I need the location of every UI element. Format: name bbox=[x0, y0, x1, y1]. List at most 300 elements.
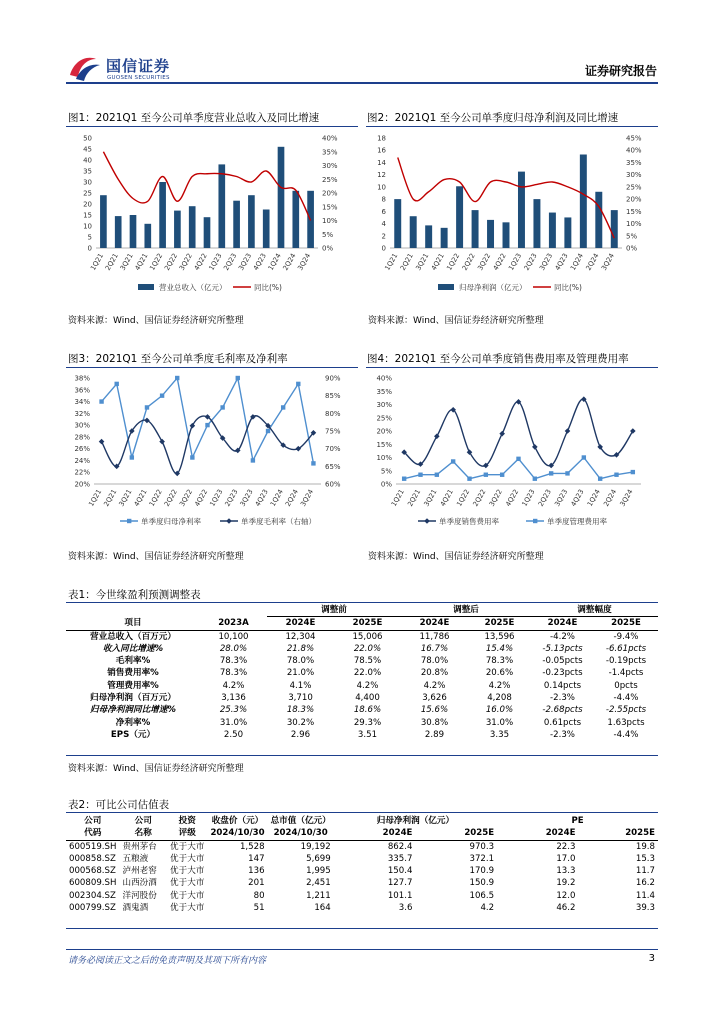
y-tick-label-left: 20% bbox=[74, 480, 90, 489]
point bbox=[145, 405, 149, 409]
table-cell: 150.4 bbox=[387, 866, 413, 877]
x-tick-label: 1Q24 bbox=[585, 488, 602, 508]
table2-header-cell: 评级 bbox=[178, 828, 196, 839]
x-tick-label: 3Q23 bbox=[237, 252, 254, 272]
guosen-logo-icon bbox=[66, 53, 102, 83]
point bbox=[435, 473, 439, 477]
bar bbox=[533, 199, 540, 248]
bar bbox=[248, 195, 255, 248]
brand-name: 国信证券 bbox=[106, 57, 171, 75]
point bbox=[251, 458, 255, 462]
table-cell: 372.1 bbox=[469, 853, 495, 864]
th-price-1: 收盘价（元） bbox=[211, 816, 264, 826]
footer-disclaimer: 请务必阅读正文之后的免责声明及其项下所有内容 bbox=[68, 956, 267, 966]
table2-header-cell: 2025E bbox=[625, 828, 655, 839]
bar bbox=[503, 222, 510, 248]
table-cell: 150.9 bbox=[469, 878, 495, 889]
point bbox=[565, 428, 571, 434]
y-tick-label-right: 0% bbox=[322, 244, 334, 253]
table-cell: 19.2 bbox=[556, 878, 576, 889]
y-tick-label-left: 12 bbox=[377, 171, 386, 180]
table-cell: 16.0% bbox=[485, 705, 514, 716]
table-cell: 16.7% bbox=[420, 643, 449, 654]
point bbox=[631, 470, 635, 474]
table-cell: 3.35 bbox=[489, 729, 510, 740]
y-tick-label-left: 25 bbox=[83, 189, 92, 198]
y-tick-label-right: 15% bbox=[322, 203, 338, 212]
x-tick-label: 2Q22 bbox=[471, 488, 488, 508]
x-tick-label: 1Q23 bbox=[208, 488, 225, 508]
table-cell: -9.4% bbox=[613, 631, 639, 642]
table-cell: 164 bbox=[314, 903, 331, 914]
fig4-title: 图4：2021Q1 至今公司单季度销售费用率及管理费用率 bbox=[367, 353, 629, 365]
table2-header-cell: 2024/10/30 bbox=[273, 828, 328, 839]
point bbox=[467, 477, 471, 481]
bar bbox=[425, 225, 432, 248]
y-tick-label-right: 10% bbox=[626, 220, 642, 229]
row-label: 归母净利润（百万元） bbox=[90, 693, 176, 704]
table-cell: 11.7 bbox=[635, 866, 655, 877]
table-cell: 1,211 bbox=[306, 890, 331, 901]
y-tick-label-right: 0% bbox=[626, 244, 638, 253]
table-cell: 39.3 bbox=[635, 903, 655, 914]
y-tick-label-right: 15% bbox=[626, 207, 642, 216]
table-cell: 优于大市 bbox=[170, 866, 205, 877]
th-mcap-1: 总市值（亿元） bbox=[270, 816, 331, 826]
table-cell: 3.6 bbox=[398, 903, 413, 914]
y-tick-label-right: 35% bbox=[626, 158, 642, 167]
x-tick-label: 1Q23 bbox=[507, 252, 524, 272]
bar bbox=[278, 147, 285, 248]
th-code-1: 公司 bbox=[84, 816, 102, 826]
y-tick-label-left: 4 bbox=[381, 220, 386, 229]
table1 bbox=[66, 604, 658, 741]
x-tick-label: 3Q22 bbox=[487, 488, 504, 508]
y-tick-label-left: 10 bbox=[83, 222, 92, 231]
table-cell: 优于大市 bbox=[170, 903, 205, 914]
table2-header-row-1 bbox=[66, 815, 658, 827]
row-label: 管理费用率% bbox=[107, 680, 159, 691]
table-cell: 20.8% bbox=[420, 668, 449, 679]
table-cell: -0.19pcts bbox=[605, 656, 647, 667]
table2-header-cell: 2024E bbox=[382, 828, 413, 839]
table-cell: 21.8% bbox=[286, 643, 315, 654]
table1-source: 资料来源：Wind、国信证券经济研究所整理 bbox=[68, 764, 244, 774]
table-cell: 3,136 bbox=[221, 693, 246, 704]
table-cell: 5,699 bbox=[306, 853, 331, 864]
legend-label: 归母净利润（亿元） bbox=[459, 283, 527, 292]
table-cell: -4.4% bbox=[613, 729, 639, 740]
table-cell: 21.0% bbox=[286, 668, 315, 679]
table-cell: 30.8% bbox=[420, 717, 449, 728]
point bbox=[598, 477, 602, 481]
x-tick-label: 1Q21 bbox=[389, 488, 406, 508]
table-cell: -1.4pcts bbox=[608, 668, 644, 679]
bar bbox=[174, 211, 181, 248]
table-cell: 洋河股份 bbox=[122, 890, 157, 901]
table-cell: -0.23pcts bbox=[542, 668, 583, 679]
point bbox=[220, 405, 224, 409]
y-tick-label-left: 25% bbox=[376, 414, 392, 423]
legend-marker bbox=[533, 519, 537, 523]
group-after: 调整后 bbox=[401, 604, 531, 617]
y-tick-label-left: 22% bbox=[74, 468, 90, 477]
fig1-source: 资料来源：Wind、国信证券经济研究所整理 bbox=[68, 316, 244, 326]
row-label: 归母净利润同比增速% bbox=[90, 705, 176, 716]
table-cell: -4.2% bbox=[550, 631, 575, 642]
table-cell: -2.68pcts bbox=[542, 705, 583, 716]
table-cell: -2.3% bbox=[550, 693, 575, 704]
x-tick-label: 2Q22 bbox=[162, 488, 179, 508]
logo bbox=[66, 53, 196, 85]
group-before: 调整前 bbox=[267, 604, 401, 617]
table-cell: 1,528 bbox=[239, 841, 265, 852]
table-cell: 51 bbox=[253, 903, 265, 914]
point bbox=[549, 471, 553, 475]
x-tick-label: 4Q23 bbox=[251, 252, 268, 272]
x-tick-label: 3Q21 bbox=[422, 488, 439, 508]
bar bbox=[487, 220, 494, 248]
point bbox=[451, 459, 455, 463]
table-cell: 15.4% bbox=[485, 643, 514, 654]
x-tick-label: 1Q23 bbox=[207, 252, 224, 272]
table-cell: 4.2% bbox=[488, 680, 511, 691]
x-tick-label: 2Q23 bbox=[522, 252, 539, 272]
y-tick-label-right: 30% bbox=[322, 162, 338, 170]
y-tick-label-left: 34% bbox=[74, 398, 90, 407]
brand-name-en: GUOSEN SECURITIES bbox=[107, 75, 170, 81]
fig1-title: 图1：2021Q1 至今公司单季度营业总收入及同比增速 bbox=[68, 112, 320, 124]
table2-bottom-rule bbox=[66, 928, 658, 929]
table-cell: 29.3% bbox=[353, 717, 382, 728]
x-tick-label: 2Q24 bbox=[283, 488, 301, 508]
table-cell: -0.05pcts bbox=[542, 656, 583, 667]
point bbox=[190, 423, 196, 429]
table-cell: 20.6% bbox=[485, 668, 514, 679]
y-tick-label-left: 14 bbox=[377, 158, 386, 167]
table-cell: 12,304 bbox=[285, 631, 316, 642]
table2 bbox=[66, 815, 658, 914]
y-tick-label-left: 30% bbox=[376, 401, 392, 409]
table1-header-cell: 项目 bbox=[124, 618, 142, 629]
table-row bbox=[66, 655, 658, 667]
table-cell: 78.3% bbox=[219, 668, 248, 679]
y-tick-label-left: 40% bbox=[376, 374, 392, 383]
x-tick-label: 1Q22 bbox=[148, 252, 165, 272]
x-tick-label: 2Q22 bbox=[163, 252, 180, 272]
y-tick-label-left: 0 bbox=[381, 244, 386, 253]
x-tick-label: 2Q21 bbox=[103, 252, 120, 272]
bar bbox=[292, 191, 299, 248]
table-cell: 127.7 bbox=[387, 878, 413, 889]
table-cell: 106.5 bbox=[469, 890, 495, 901]
x-tick-label: 3Q24 bbox=[618, 488, 635, 508]
point bbox=[99, 399, 103, 403]
table-cell: 201 bbox=[248, 878, 265, 889]
table-row bbox=[66, 890, 658, 902]
y-tick-label-left: 50 bbox=[83, 134, 92, 143]
x-tick-label: 4Q22 bbox=[504, 488, 521, 508]
table1-title: 表1：今世缘盈利预测调整表 bbox=[68, 589, 201, 601]
x-tick-label: 2Q24 bbox=[584, 252, 601, 272]
table2-header-cell: 名称 bbox=[134, 828, 152, 839]
table-cell: 31.0% bbox=[219, 717, 248, 728]
table-cell: 优于大市 bbox=[170, 841, 205, 852]
table1-header-cell: 2024E bbox=[285, 618, 316, 629]
x-tick-label: 2Q21 bbox=[102, 488, 119, 508]
x-tick-label: 1Q23 bbox=[520, 488, 537, 508]
table-cell: 78.3% bbox=[219, 656, 248, 667]
page-number: 3 bbox=[648, 953, 655, 964]
table-cell: 18.6% bbox=[353, 705, 382, 716]
table-cell: 4,400 bbox=[355, 693, 380, 704]
table-cell: 0.14pcts bbox=[543, 680, 582, 691]
table-cell: 31.0% bbox=[485, 717, 514, 728]
table-cell: 002304.SZ bbox=[69, 890, 116, 901]
legend-marker bbox=[424, 518, 430, 524]
bar bbox=[394, 199, 401, 248]
legend-swatch bbox=[138, 284, 154, 290]
y-tick-label-left: 0% bbox=[380, 480, 392, 489]
table1-header-cell: 2025E bbox=[484, 618, 515, 629]
x-tick-label: 2Q21 bbox=[398, 252, 415, 272]
y-tick-label-left: 28% bbox=[74, 433, 90, 442]
legend-marker bbox=[226, 518, 232, 524]
point bbox=[516, 457, 520, 461]
x-tick-label: 4Q23 bbox=[553, 252, 570, 272]
table2-header-cell: 2024E bbox=[545, 828, 576, 839]
y-tick-label-left: 8 bbox=[381, 195, 386, 204]
bar bbox=[580, 155, 587, 249]
table-cell: 18.3% bbox=[286, 705, 315, 716]
table-cell: 15.6% bbox=[420, 705, 449, 716]
x-tick-label: 1Q22 bbox=[445, 252, 462, 272]
x-tick-label: 4Q21 bbox=[429, 252, 446, 272]
legend-label: 营业总收入（亿元） bbox=[159, 283, 227, 292]
point bbox=[130, 455, 134, 459]
table2-header-cell: 2025E bbox=[464, 828, 495, 839]
table2-title: 表2：可比公司估值表 bbox=[68, 799, 170, 811]
point bbox=[499, 431, 505, 437]
table-cell: 1.63pcts bbox=[607, 717, 645, 728]
y-tick-label-right: 25% bbox=[322, 175, 338, 184]
table2-header-row-2 bbox=[66, 827, 658, 840]
table1-bottom-rule bbox=[66, 755, 658, 756]
y-tick-label-left: 30% bbox=[74, 421, 90, 430]
table-cell: 2.89 bbox=[424, 729, 445, 740]
x-tick-label: 1Q22 bbox=[455, 488, 472, 508]
table-cell: -2.3% bbox=[550, 729, 575, 740]
table-row bbox=[66, 643, 658, 655]
point bbox=[614, 473, 618, 477]
table-cell: 10,100 bbox=[218, 631, 249, 642]
th-profit-group: 归母净利润（亿元） bbox=[376, 816, 455, 826]
bar bbox=[564, 217, 571, 248]
legend-label: 单季度毛利率（右轴） bbox=[241, 517, 316, 526]
y-tick-label-right: 85% bbox=[325, 392, 341, 401]
row-label: 销售费用率% bbox=[107, 668, 159, 679]
bar bbox=[144, 224, 151, 248]
point bbox=[190, 455, 194, 459]
table-cell: 862.4 bbox=[387, 841, 413, 852]
table-cell: 12.0 bbox=[556, 890, 576, 901]
y-tick-label-left: 16 bbox=[377, 146, 386, 155]
point bbox=[236, 376, 240, 380]
y-tick-label-left: 20% bbox=[376, 427, 392, 436]
table-cell: 五粮液 bbox=[122, 853, 149, 864]
table-cell: 优于大市 bbox=[170, 853, 205, 864]
x-tick-label: 4Q23 bbox=[569, 488, 586, 508]
table-cell: 13,596 bbox=[484, 631, 515, 642]
table-row bbox=[66, 630, 658, 643]
table-cell: 000799.SZ bbox=[69, 903, 116, 914]
point bbox=[402, 477, 406, 481]
table-cell: 101.1 bbox=[387, 890, 413, 901]
bar bbox=[472, 210, 479, 248]
table-cell: 4.2% bbox=[423, 680, 446, 691]
table-cell: 11,786 bbox=[419, 631, 450, 642]
bar bbox=[263, 210, 270, 249]
x-tick-label: 3Q23 bbox=[553, 488, 570, 508]
bar bbox=[189, 206, 196, 248]
x-tick-label: 3Q22 bbox=[178, 488, 195, 508]
table2-title-rule bbox=[66, 812, 658, 813]
x-tick-label: 2Q23 bbox=[223, 488, 240, 508]
bar bbox=[233, 201, 240, 248]
table1-header-cell: 2024E bbox=[547, 618, 578, 629]
table-cell: 4.2 bbox=[480, 903, 495, 914]
fig1-title-rule bbox=[66, 126, 358, 127]
series-line bbox=[102, 378, 314, 463]
x-tick-label: 3Q24 bbox=[299, 488, 316, 508]
table-cell: 136 bbox=[248, 866, 265, 877]
x-tick-label: 4Q22 bbox=[192, 252, 209, 272]
y-tick-label-left: 36% bbox=[74, 386, 90, 395]
row-label: 净利率% bbox=[115, 717, 151, 728]
fig1-chart bbox=[66, 130, 358, 300]
table-cell: 1,995 bbox=[306, 866, 331, 877]
y-tick-label-right: 70% bbox=[325, 445, 341, 454]
y-tick-label-left: 0 bbox=[87, 244, 92, 253]
table2-header-cell: 2024/10/30 bbox=[210, 828, 265, 839]
table-cell: 3,626 bbox=[422, 693, 447, 704]
y-tick-label-right: 45% bbox=[626, 134, 642, 143]
point bbox=[160, 393, 164, 397]
table-cell: 4.1% bbox=[289, 680, 312, 691]
x-tick-label: 4Q21 bbox=[133, 252, 150, 272]
y-tick-label-left: 2 bbox=[381, 232, 386, 241]
table-row bbox=[66, 692, 658, 704]
th-pe-group: PE bbox=[571, 816, 584, 826]
group-delta: 调整幅度 bbox=[531, 604, 658, 617]
y-tick-label-right: 75% bbox=[325, 427, 341, 436]
table-cell: 4.2% bbox=[356, 680, 379, 691]
table-cell: 78.3% bbox=[485, 656, 514, 667]
x-tick-label: 4Q22 bbox=[193, 488, 210, 508]
point bbox=[175, 376, 179, 380]
fig2-title-rule bbox=[366, 126, 658, 127]
bar bbox=[115, 216, 122, 248]
legend-marker bbox=[127, 519, 131, 523]
y-tick-label-left: 10% bbox=[376, 454, 392, 462]
point bbox=[296, 382, 300, 386]
x-tick-label: 3Q21 bbox=[414, 252, 431, 272]
table-cell: -5.13pcts bbox=[542, 643, 583, 654]
bar bbox=[611, 210, 618, 248]
table-row bbox=[66, 877, 658, 889]
x-tick-label: 3Q23 bbox=[238, 488, 255, 508]
y-tick-label-right: 80% bbox=[325, 409, 341, 418]
x-tick-label: 3Q22 bbox=[177, 252, 194, 272]
table-cell: 16.2 bbox=[635, 878, 655, 889]
table-cell: 3,710 bbox=[288, 693, 313, 704]
fig3-source: 资料来源：Wind、国信证券经济研究所整理 bbox=[68, 552, 244, 562]
table-cell: 2.50 bbox=[223, 729, 244, 740]
x-tick-label: 4Q21 bbox=[438, 488, 455, 508]
x-tick-label: 3Q23 bbox=[538, 252, 555, 272]
table-row bbox=[66, 680, 658, 692]
legend-label: 同比(%) bbox=[254, 283, 282, 292]
table-cell: 22.0% bbox=[353, 668, 382, 679]
y-tick-label-right: 20% bbox=[626, 195, 642, 204]
point bbox=[311, 461, 315, 465]
x-tick-label: 2Q21 bbox=[406, 488, 423, 508]
row-label: 收入同比增速% bbox=[102, 643, 164, 654]
table-cell: -4.4% bbox=[613, 693, 639, 704]
point bbox=[205, 423, 209, 427]
x-tick-label: 4Q22 bbox=[491, 252, 508, 272]
table-cell: 147 bbox=[248, 853, 265, 864]
table-cell: 3.51 bbox=[357, 729, 378, 740]
fig3-title-rule bbox=[66, 367, 358, 368]
table-cell: 170.9 bbox=[469, 866, 495, 877]
x-tick-label: 1Q21 bbox=[89, 252, 106, 272]
x-tick-label: 2Q24 bbox=[602, 488, 619, 508]
table-cell: 30.2% bbox=[286, 717, 315, 728]
point bbox=[582, 455, 586, 459]
table1-title-rule bbox=[66, 602, 658, 603]
y-tick-label-left: 5 bbox=[87, 233, 92, 242]
th-rating-1: 投资 bbox=[178, 816, 196, 826]
point bbox=[532, 444, 538, 450]
bar bbox=[410, 216, 417, 248]
table-cell: 贵州茅台 bbox=[122, 841, 157, 852]
point bbox=[115, 382, 119, 386]
bar bbox=[130, 215, 137, 248]
table-cell: 600519.SH bbox=[69, 841, 117, 852]
y-tick-label-left: 38% bbox=[74, 374, 90, 383]
table-cell: 19,192 bbox=[300, 841, 331, 852]
table-cell: 22.0% bbox=[353, 643, 382, 654]
y-tick-label-left: 26% bbox=[74, 445, 90, 454]
footer-rule bbox=[66, 949, 658, 950]
y-tick-label-right: 5% bbox=[322, 230, 334, 239]
x-tick-label: 3Q21 bbox=[117, 488, 134, 508]
table-row bbox=[66, 902, 658, 914]
table-row bbox=[66, 704, 658, 716]
bar bbox=[456, 186, 463, 248]
row-label: 毛利率% bbox=[115, 656, 151, 667]
y-tick-label-left: 20 bbox=[83, 200, 92, 209]
point bbox=[565, 471, 569, 475]
table1-header-cell: 2025E bbox=[352, 618, 383, 629]
point bbox=[281, 405, 285, 409]
y-tick-label-right: 25% bbox=[626, 183, 642, 192]
table1-group-row bbox=[66, 604, 658, 617]
table-cell: 25.3% bbox=[219, 705, 248, 716]
x-tick-label: 1Q24 bbox=[568, 252, 586, 272]
table-cell: 15,006 bbox=[352, 631, 383, 642]
